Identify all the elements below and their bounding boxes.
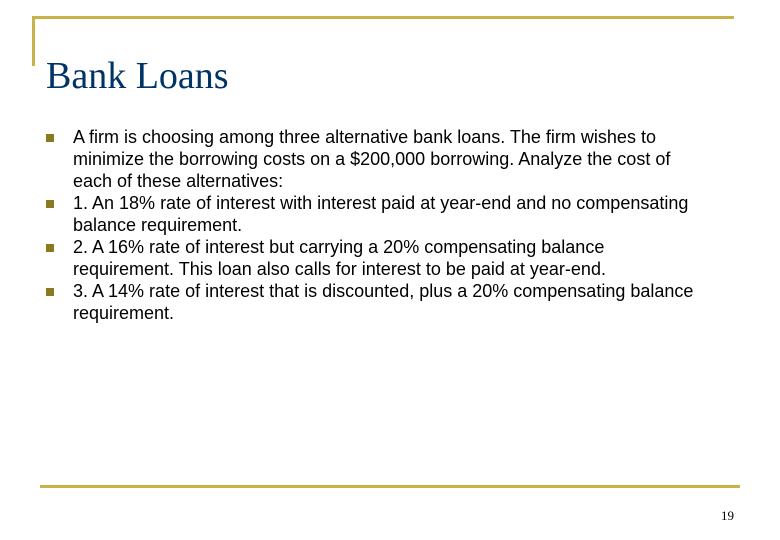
bullet-text: 2. A 16% rate of interest but carrying a 20% compensating balance requirement. This loan also calls for interest to be paid at year-end. <box>73 237 606 279</box>
frame-bottom-rule <box>40 485 740 488</box>
frame-top-rule <box>32 16 734 19</box>
bullet-item-option-1 <box>46 192 706 236</box>
square-bullet-icon <box>46 244 54 252</box>
bullet-item-option-3 <box>46 280 706 324</box>
bullet-list <box>46 126 706 324</box>
slide-title: Bank Loans <box>46 55 229 97</box>
square-bullet-icon <box>46 200 54 208</box>
square-bullet-icon <box>46 288 54 296</box>
bullet-item-intro <box>46 126 706 192</box>
square-bullet-icon <box>46 134 54 142</box>
bullet-text: 1. An 18% rate of interest with interest paid at year-end and no compensating balance requirement. <box>73 193 689 235</box>
bullet-text: A firm is choosing among three alternative bank loans. The firm wishes to minimize the borrowing costs on a $200,000 borrowing. Analyze the cost of each of these alternatives: <box>73 127 671 191</box>
bullet-item-option-2 <box>46 236 706 280</box>
frame-left-rule <box>32 16 35 66</box>
bullet-text: 3. A 14% rate of interest that is discounted, plus a 20% compensating balance requirement. <box>73 281 694 323</box>
page-number: 19 <box>721 508 734 523</box>
